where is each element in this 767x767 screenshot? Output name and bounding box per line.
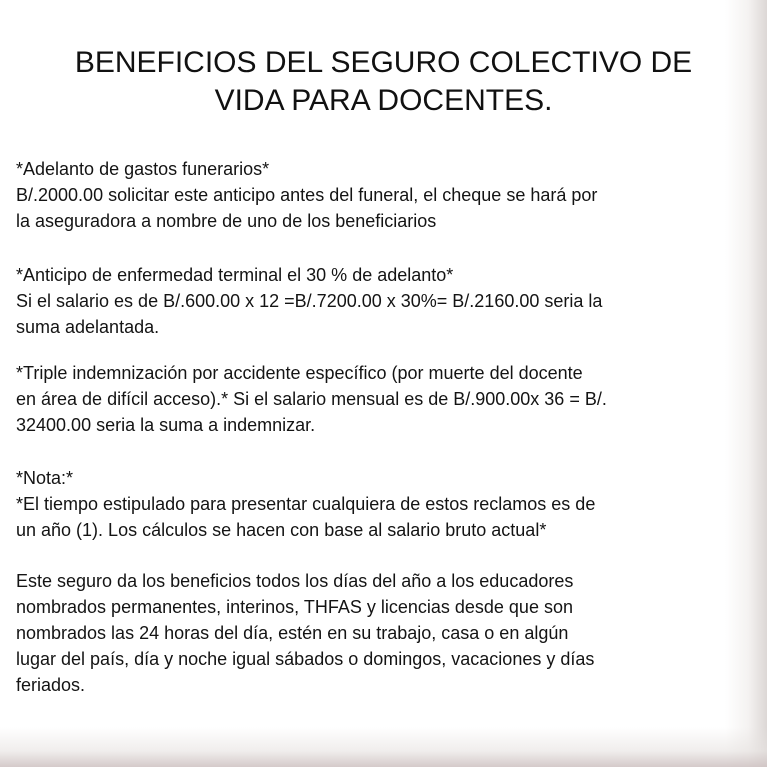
terminal-illness-section: [16, 262, 716, 340]
triple-indemnity-text-line: 32400.00 seria la suma a indemnizar.: [16, 415, 316, 435]
funeral-advance-text-line: la aseguradora a nombre de uno de los beneficiarios: [16, 211, 437, 231]
note-section: [16, 465, 716, 543]
coverage-text-line: lugar del país, día y noche igual sábados o domingos, vacaciones y días: [16, 649, 595, 669]
terminal-illness-text-line: Si el salario es de B/.600.00 x 12 =B/.7200.00 x 30%= B/.2160.00 seria la: [16, 291, 603, 311]
triple-indemnity-section: [16, 360, 716, 438]
funeral-advance-heading: *Adelanto de gastos funerarios*: [16, 159, 270, 179]
note-heading: *Nota:*: [16, 468, 74, 488]
coverage-section: [16, 568, 716, 698]
coverage-text-line: nombrados las 24 horas del día, estén en su trabajo, casa o en algún: [16, 623, 569, 643]
coverage-text-line: nombrados permanentes, interinos, THFAS y licencias desde que son: [16, 597, 573, 617]
funeral-advance-text-line: B/.2000.00 solicitar este anticipo antes del funeral, el cheque se hará por: [16, 185, 598, 205]
title-line-1: BENEFICIOS DEL SEGURO COLECTIVO DE: [74, 46, 693, 79]
terminal-illness-text-line: suma adelantada.: [16, 317, 160, 337]
page-edge-shadow-bottom: [0, 727, 767, 767]
note-text-line: un año (1). Los cálculos se hacen con base al salario bruto actual*: [16, 520, 547, 540]
triple-indemnity-text-line: *Triple indemnización por accidente específico (por muerte del docente: [16, 363, 583, 383]
triple-indemnity-text-line: en área de difícil acceso).* Si el salario mensual es de B/.900.00x 36 = B/.: [16, 389, 607, 409]
coverage-text-line: feriados.: [16, 675, 86, 695]
note-text-line: *El tiempo estipulado para presentar cualquiera de estos reclamos es de: [16, 494, 596, 514]
page-title: [20, 44, 747, 120]
coverage-text-line: Este seguro da los beneficios todos los días del año a los educadores: [16, 571, 574, 591]
title-line-2: VIDA PARA DOCENTES.: [214, 84, 553, 117]
terminal-illness-heading: *Anticipo de enfermedad terminal el 30 % de adelanto*: [16, 265, 454, 285]
funeral-advance-section: [16, 156, 716, 234]
